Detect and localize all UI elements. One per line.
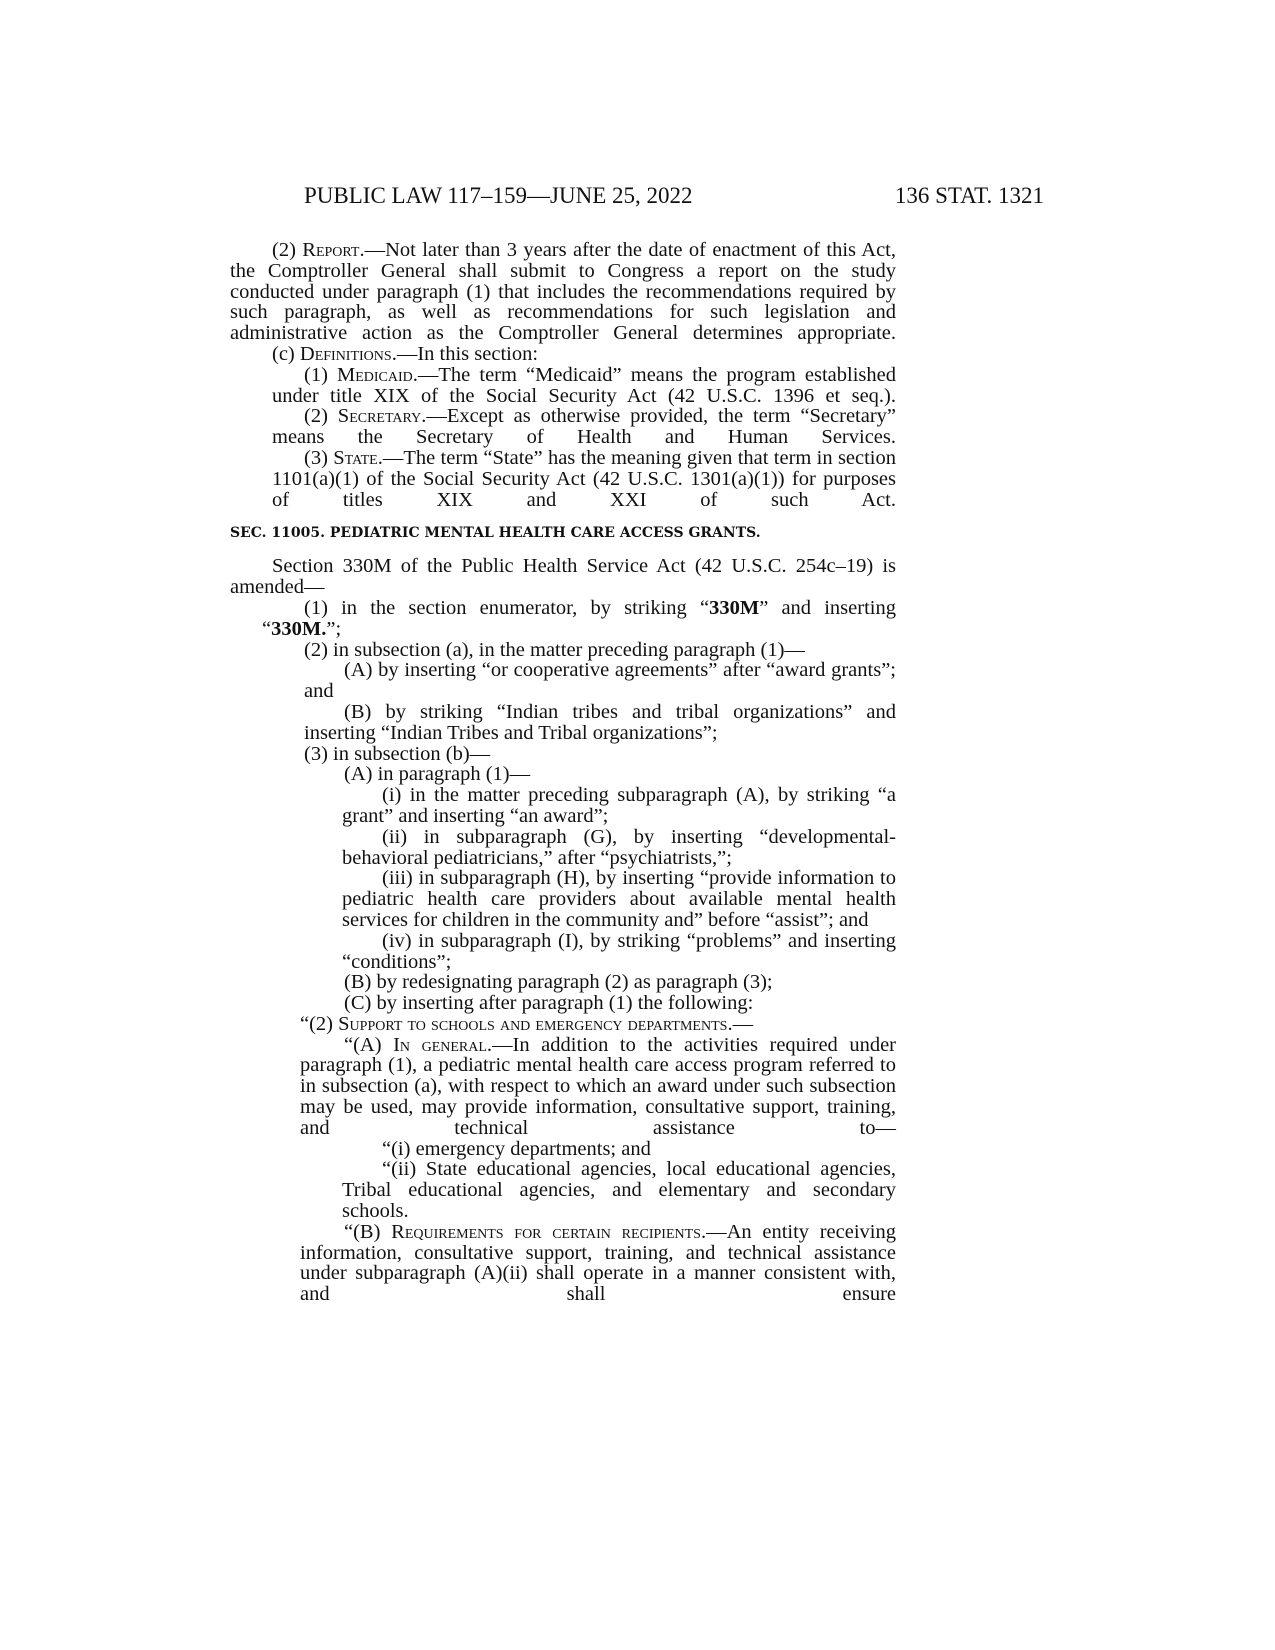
amendment-item-1: (1) in the section enumerator, by striking “330M” and inserting “330M.”; bbox=[262, 596, 896, 640]
paragraph-report: (2) Report.—Not later than 3 years after the date of enactment of this Act, the Comptroller General shall submit to Congress a report on the study conducted under paragraph (1) that includes the recommendations required by such paragraph, as well as recommendations for such legislation and administrative action as the Comptroller General determines appropriate. bbox=[230, 239, 897, 345]
paragraph-medicaid: (1) Medicaid.—The term “Medicaid” means the program established under title XIX of the Social Security Act (42 U.S.C. 1396 et seq.). bbox=[272, 363, 896, 407]
inserted-clause-i: “(i) emergency departments; and bbox=[382, 1137, 651, 1160]
document-body bbox=[230, 240, 896, 1305]
paragraph-secretary: (2) Secretary.—Except as otherwise provided, the term “Secretary” means the Secretary of Health and Human Services. bbox=[272, 405, 897, 449]
page-header bbox=[304, 176, 1044, 216]
amendment-item-3a-ii: (ii) in subparagraph (G), by inserting “developmental-behavioral pediatricians,” after “psychiatrists,”; bbox=[342, 825, 896, 869]
inserted-subparagraph-a: “(A) In general.—In addition to the activities required under paragraph (1), a pediatric mental health care access program referred to in subsection (a), with respect to which an award under such subsection may be used, may provide information, consultative support, training, and technical assistance to— bbox=[300, 1033, 897, 1139]
running-head-title: PUBLIC LAW 117–159—JUNE 25, 2022 bbox=[304, 183, 693, 208]
inserted-paragraph-2: “(2) Support to schools and emergency departments.— bbox=[300, 1012, 754, 1035]
amendment-item-2a: (A) by inserting “or cooperative agreements” after “award grants”; and bbox=[304, 659, 896, 703]
amendment-item-3b: (B) by redesignating paragraph (2) as paragraph (3); bbox=[344, 971, 773, 994]
paragraph-state: (3) State.—The term “State” has the meaning given that term in section 1101(a)(1) of the Social Security Act (42 U.S.C. 1301(a)(1)) for purposes of titles XIX and XXI of such Act. bbox=[272, 446, 897, 511]
amendment-item-2: (2) in subsection (a), in the matter preceding paragraph (1)— bbox=[304, 638, 805, 661]
amendment-item-3a: (A) in paragraph (1)— bbox=[344, 763, 531, 786]
page-stat-number: 136 STAT. 1321 bbox=[894, 183, 1044, 208]
amendment-item-3c: (C) by inserting after paragraph (1) the following: bbox=[344, 992, 754, 1015]
section-heading: SEC. 11005. PEDIATRIC MENTAL HEALTH CARE ACCESS GRANTS. bbox=[230, 525, 761, 542]
amendment-item-3: (3) in subsection (b)— bbox=[304, 742, 491, 765]
amendment-item-3a-iv: (iv) in subparagraph (I), by striking “problems” and inserting “conditions”; bbox=[342, 929, 896, 973]
paragraph-section-intro: Section 330M of the Public Health Service Act (42 U.S.C. 254c–19) is amended— bbox=[230, 555, 896, 599]
amendment-item-3a-i: (i) in the matter preceding subparagraph (A), by striking “a grant” and inserting “an award”; bbox=[342, 784, 896, 827]
amendment-item-2b: (B) by striking “Indian tribes and tribal organizations” and inserting “Indian Tribes and Tribal organizations”; bbox=[304, 700, 896, 744]
inserted-clause-ii: “(ii) State educational agencies, local educational agencies, Tribal educational agencies, and elementary and secondary schools. bbox=[342, 1158, 896, 1223]
paragraph-definitions: (c) Definitions.—In this section: bbox=[272, 342, 539, 365]
amendment-item-3a-iii: (iii) in subparagraph (H), by inserting “provide information to pediatric health care providers about available mental health services for children in the community and” before “assist”; and bbox=[342, 867, 896, 931]
inserted-subparagraph-b: “(B) Requirements for certain recipients.—An entity receiving information, consultative support, training, and technical assistance under subparagraph (A)(ii) shall operate in a manner consistent with, and shall ensure bbox=[300, 1220, 896, 1306]
